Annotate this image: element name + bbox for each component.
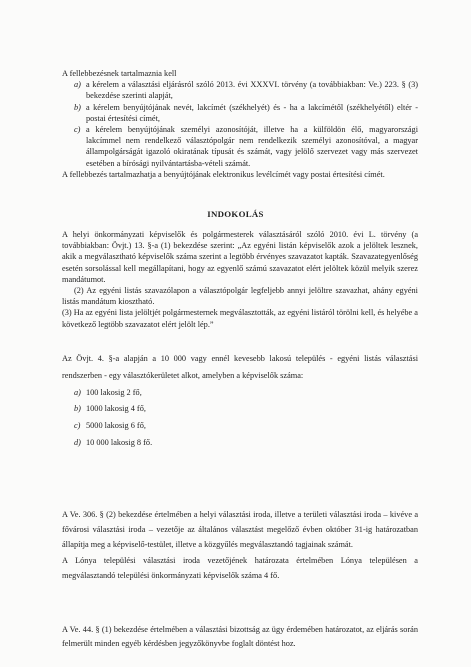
representatives-intro: Az Övjt. 4. §-a alapján a 10 000 vagy ennél kevesebb lakosú település - egyéni listás választási rendszerben - egy választókerületet alkot, amelyben a képviselők száma: [62,354,418,380]
list-item [74,385,418,402]
appeal-requirements-section [62,68,418,180]
list-item [74,418,418,435]
list-marker: b) [74,404,81,414]
list-item-text: 1000 lakosig 4 fő, [86,404,146,414]
list-marker: d) [74,437,81,447]
list-item [74,401,418,418]
list-marker: a) [74,387,81,397]
election-office-paragraph: A Ve. 306. § (2) bekezdése értelmében a helyi választási iroda, illetve a területi választási iroda – kivéve a fővárosi választási iroda – vezetője az általános választást megelőző évben október 31-ig határozatban állapítja meg a képviselő-testület, illetve a közgyűlés megválasztandó tagjainak számát. [62,510,418,550]
quotation-paragraph-3: (3) Ha az egyéni lista jelöltjét polgármesternek megválasztották, az egyéni listáról törölni kell, és helyébe a következő legtöbb szavazatot elért jelölt lép.” [62,308,418,329]
appeal-intro: A fellebbezésnek tartalmaznia kell [62,69,177,78]
list-item-text: 10 000 lakosig 8 fő. [86,437,153,447]
lonya-paragraph: A Lónya települési választási iroda vezetőjének határozata értelmében Lónya településen a megválasztandó települési önkormányzati képviselők száma 4 fő. [62,555,418,580]
quotation-paragraph-2: (2) Az egyéni listás szavazólapon a választópolgár legfeljebb annyi jelöltre szavazhat, ahány egyéni listás mandátum kiosztható. [62,286,418,307]
list-marker: c) [74,125,81,135]
list-item-text: 100 lakosig 2 fő, [86,387,142,397]
section-heading: INDOKOLÁS [207,209,264,219]
appeal-requirements-list [62,79,418,169]
election-office-section [62,507,418,583]
list-item-text: 5000 lakosig 6 fő, [86,421,146,431]
representatives-list [62,385,418,452]
list-item-text: a kérelem benyújtójának személyi azonosítóját, illetve ha a külföldön élő, magyarországi lakcímmel nem rendelkező választópolgár nem rendelkezik személyi azonosítóval, a magyar állampolgárságát igazoló okiratának típusát és számát, vagy jelölő szervezet vagy más szervezet esetében a bírósági nyilvántartásba-vételi számát. [86,125,418,168]
law-quotation-section [62,229,418,330]
list-item-text: a kérelem a választási eljárásról szóló 2013. évi XXXVI. törvény (a továbbiakban: Ve.) 223. § (3) bekezdése szerinti alapját, [86,80,418,101]
list-marker: b) [74,102,81,112]
list-item [74,79,418,101]
list-item [74,102,418,124]
quotation-paragraph-1: A helyi önkormányzati képviselők és polgármesterek választásáról szóló 2010. évi L. törvény (a továbbiakban: Övjt.) 13. §-a (1) bekezdése szerint: „Az egyéni listán képviselők azok a jelöltek lesznek, akik a megválasztható képviselők száma szerint a legtöbb érvényes szavazatot kapták. Szavazategyenlőség esetén sorsolással kell megállapítani, hogy az egyenlő számú szavazatot elért jelöltek közül melyik szerez mandátumot. [62,230,418,284]
committee-decision-section [62,623,418,651]
list-marker: c) [74,421,81,431]
appeal-closing: A fellebbezés tartalmazhatja a benyújtójának elektronikus levélcímét vagy postai értesítési címét. [62,169,385,179]
representatives-count-section [62,351,418,452]
list-item [74,124,418,169]
list-item [74,435,418,452]
list-item-text: a kérelem benyújtójának nevét, lakcímét (székhelyét) és - ha a lakcímétől (székhelyétől) eltér - postai értesítési címét, [86,102,418,123]
committee-decision-paragraph: A Ve. 44. § (1) bekezdése értelmében a választási bizottság az ügy érdemében határozatot, az eljárás során felmerült minden egyéb kérdésben jegyzőkönyvbe foglalt döntést hoz. [62,625,418,648]
list-marker: a) [74,80,81,90]
